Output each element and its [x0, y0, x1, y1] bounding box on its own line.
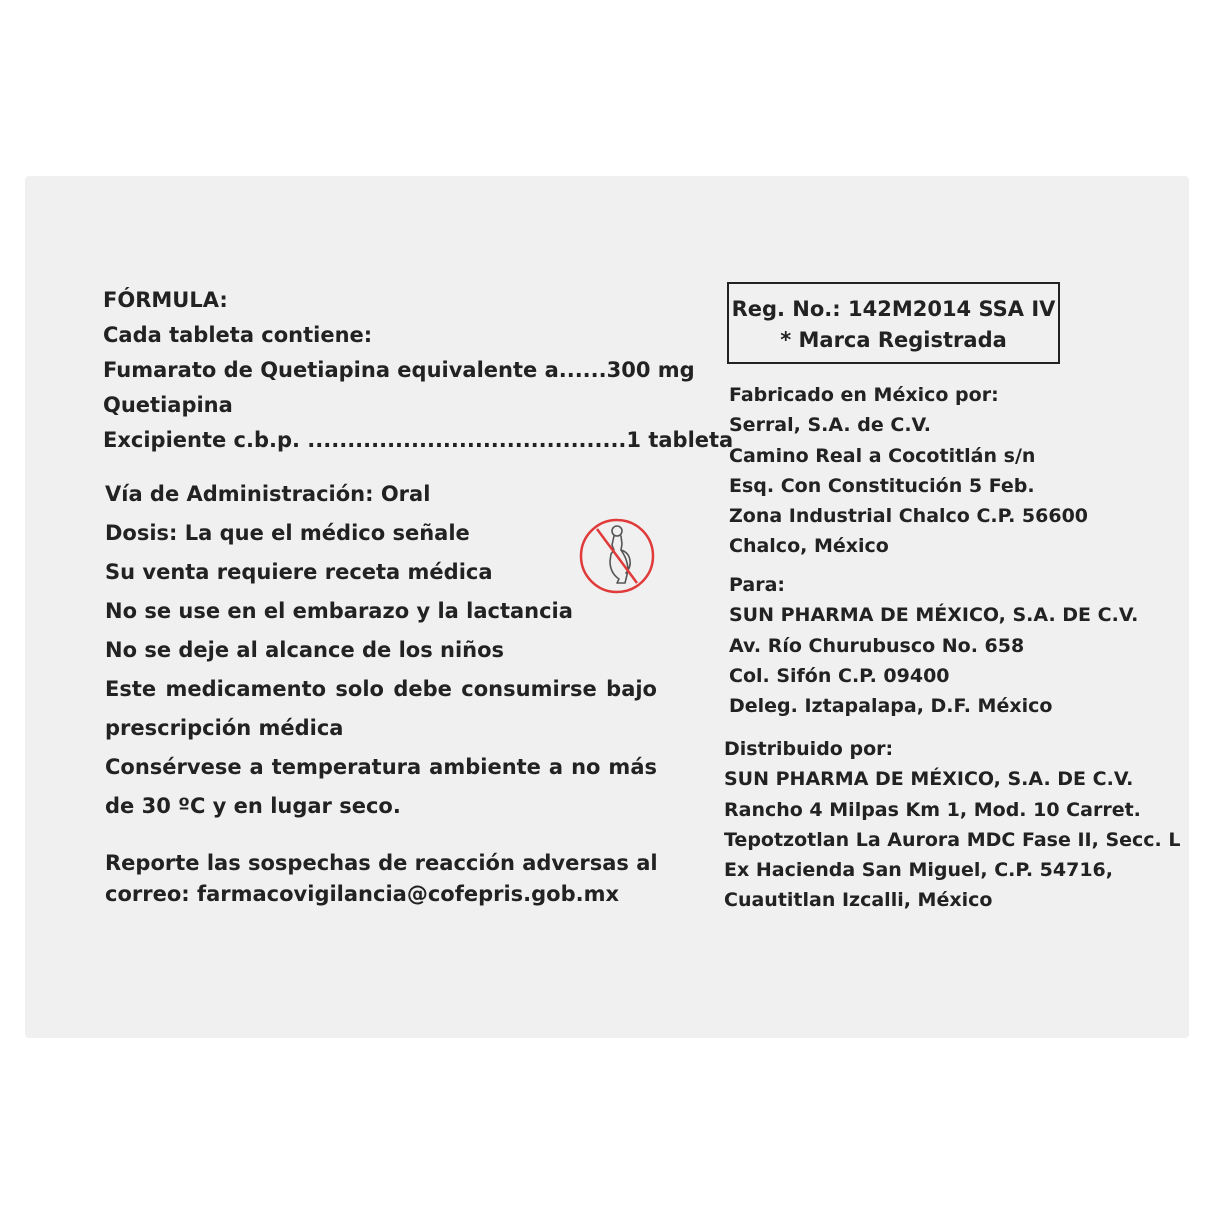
- for-company-section: [729, 570, 1138, 721]
- distributor-line: Rancho 4 Milpas Km 1, Mod. 10 Carret.: [724, 798, 1141, 821]
- no-pregnancy-icon: [577, 517, 657, 595]
- for-company-line: SUN PHARMA DE MÉXICO, S.A. DE C.V.: [729, 604, 1139, 627]
- prescription-note-line1: Este medicamento solo debe consumirse bajo: [105, 677, 657, 701]
- registration-number: Reg. No.: 142M2014 SSA IV: [731, 297, 1056, 321]
- distributor-line: SUN PHARMA DE MÉXICO, S.A. DE C.V.: [724, 768, 1134, 791]
- distributor-line: Cuautitlan Izcalli, México: [724, 889, 993, 912]
- manufacturer-line: Serral, S.A. de C.V.: [729, 414, 932, 437]
- trademark-note: * Marca Registrada: [780, 328, 1007, 352]
- for-company-line: Col. Sifón C.P. 09400: [729, 664, 950, 687]
- distributor-heading: Distribuido por:: [724, 738, 894, 760]
- formula-heading: FÓRMULA:: [103, 288, 228, 312]
- distributor-line: Ex Hacienda San Miguel, C.P. 54716,: [724, 859, 1113, 882]
- manufacturer-line: Camino Real a Cocotitlán s/n: [729, 444, 1036, 467]
- dosage-text: Dosis: La que el médico señale: [105, 521, 470, 545]
- distributor-section: [724, 734, 1180, 916]
- formula-line: Excipiente c.b.p. ........................................1 tableta: [103, 428, 734, 452]
- children-warning-text: No se deje al alcance de los niños: [105, 638, 505, 662]
- prescription-required-text: Su venta requiere receta médica: [105, 560, 493, 584]
- for-company-heading: Para:: [729, 574, 786, 596]
- distributor-line: Tepotzotlan La Aurora MDC Fase II, Secc. L: [724, 828, 1181, 851]
- for-company-line: Av. Río Churubusco No. 658: [729, 634, 1025, 657]
- adverse-report-section: [105, 848, 658, 910]
- manufacturer-heading: Fabricado en México por:: [729, 384, 999, 406]
- manufacturer-line: Chalco, México: [729, 535, 889, 558]
- report-email-line: correo: farmacovigilancia@cofepris.gob.mx: [105, 882, 620, 906]
- for-company-line: Deleg. Iztapalapa, D.F. México: [729, 695, 1053, 718]
- manufacturer-line: Esq. Con Constitución 5 Feb.: [729, 474, 1035, 497]
- report-line1: Reporte las sospechas de reacción adversas al: [105, 851, 658, 875]
- prescription-note-line2: prescripción médica: [105, 716, 344, 740]
- storage-note-line2: de 30 ºC y en lugar seco.: [105, 794, 401, 818]
- formula-section: [103, 283, 733, 458]
- administration-section: [105, 475, 657, 826]
- registration-box: [727, 282, 1060, 364]
- manufacturer-line: Zona Industrial Chalco C.P. 56600: [729, 505, 1089, 528]
- formula-line: Cada tableta contiene:: [103, 323, 373, 347]
- formula-line: Fumarato de Quetiapina equivalente a......300 mg: [103, 358, 695, 382]
- manufacturer-section: [729, 380, 1088, 562]
- pregnancy-warning-text: No se use en el embarazo y la lactancia: [105, 599, 573, 623]
- administration-route: Vía de Administración: Oral: [105, 482, 431, 506]
- storage-note-line1: Consérvese a temperatura ambiente a no más: [105, 755, 657, 779]
- formula-line: Quetiapina: [103, 393, 233, 417]
